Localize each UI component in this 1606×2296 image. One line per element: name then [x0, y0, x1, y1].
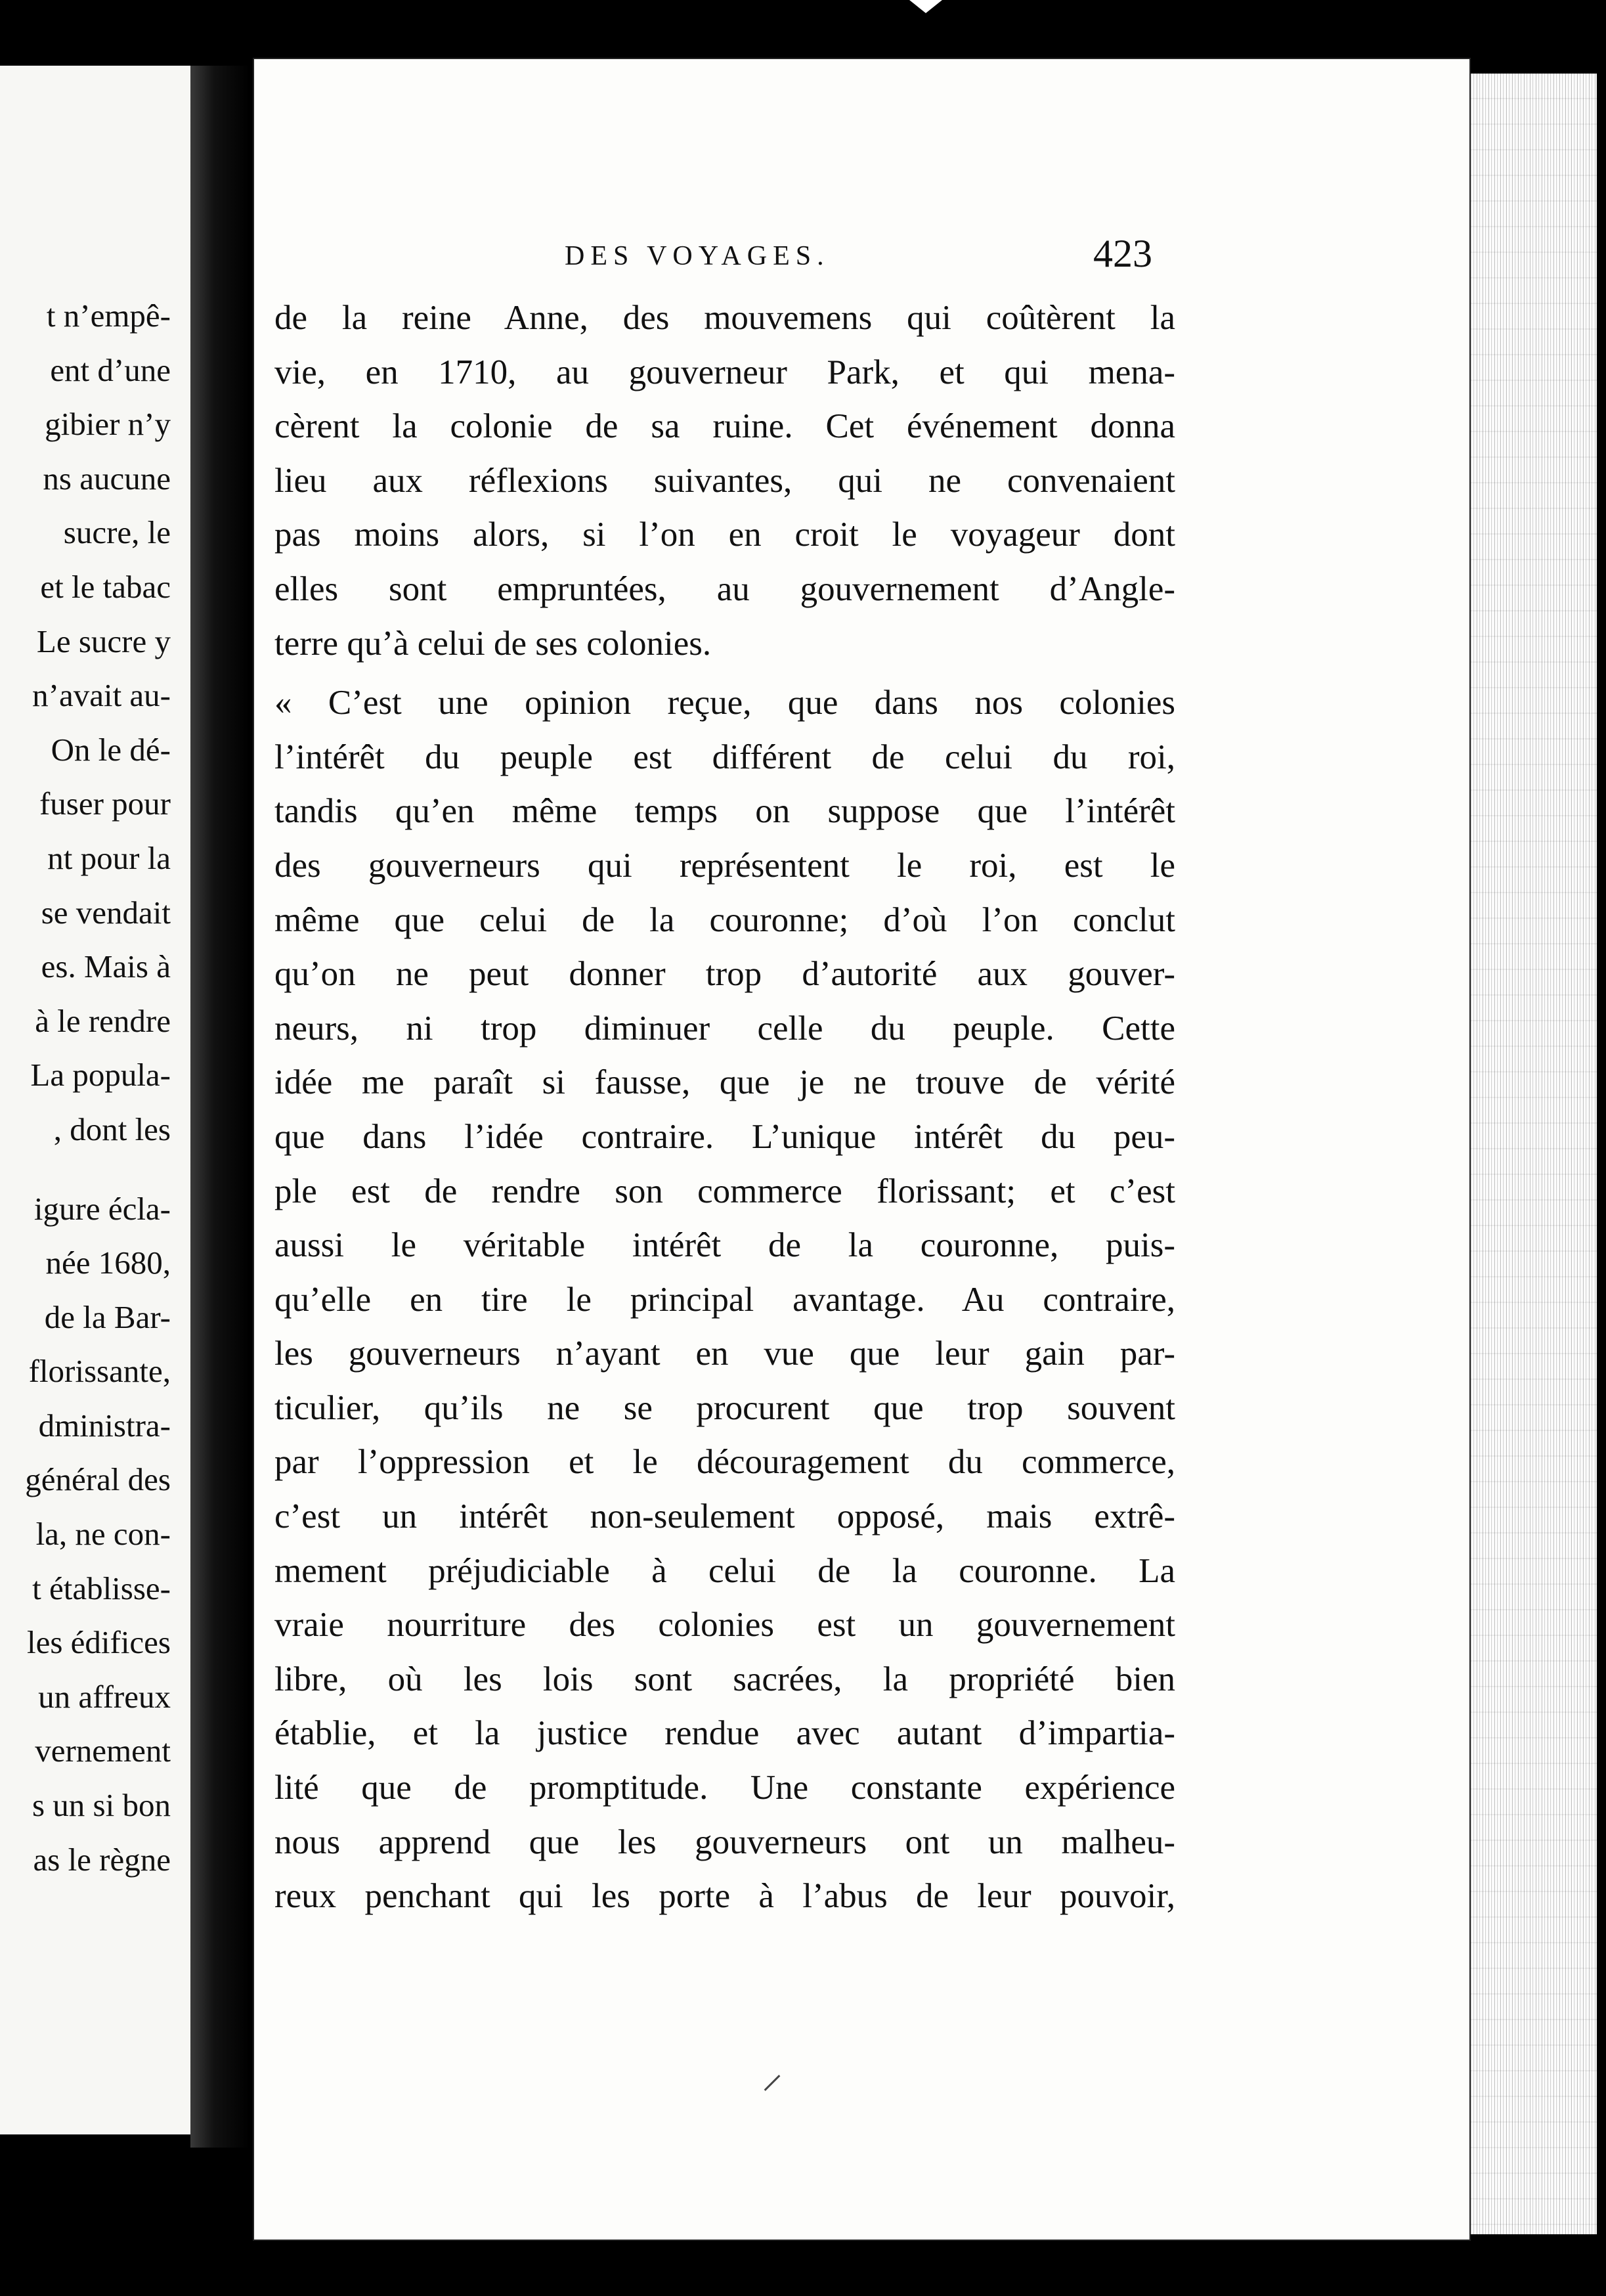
- text-line: de la reine Anne, des mouvemens qui coûtèrent la: [274, 299, 1175, 337]
- text-line: tandis qu’en même temps on suppose que l’intérêt: [274, 792, 1175, 831]
- text-line: c’est un intérêt non-seulement opposé, mais extrê-: [274, 1497, 1175, 1536]
- text-line: même que celui de la couronne; d’où l’on conclut: [274, 900, 1175, 939]
- text-line: que dans l’idée contraire. L’unique intérêt du peu-: [274, 1117, 1175, 1156]
- left-line: et le tabac: [40, 568, 171, 605]
- top-notch-mark: [909, 0, 942, 13]
- left-line: un affreux: [38, 1678, 171, 1715]
- text-line: lité que de promptitude. Une constante expérience: [274, 1769, 1175, 1807]
- left-line: vernement: [35, 1733, 171, 1769]
- book-gutter-shadow: [190, 66, 250, 2148]
- left-line: sucre, le: [63, 514, 171, 551]
- left-line: général des: [25, 1461, 171, 1498]
- left-page: [0, 66, 190, 2134]
- running-head: DES VOYAGES.: [565, 241, 830, 271]
- left-line: les édifices: [26, 1624, 171, 1661]
- left-line: florissante,: [28, 1353, 171, 1390]
- text-line: par l’oppression et le découragement du commerce,: [274, 1443, 1175, 1482]
- text-line: vraie nourriture des colonies est un gouvernement: [274, 1606, 1175, 1645]
- text-line: nous apprend que les gouverneurs ont un malheu-: [274, 1822, 1175, 1861]
- left-line: t n’empê-: [46, 298, 171, 334]
- text-line: libre, où les lois sont sacrées, la propriété bien: [274, 1660, 1175, 1698]
- text-line: les gouverneurs n’ayant en vue que leur gain par-: [274, 1335, 1175, 1373]
- body-text: [274, 291, 1175, 1924]
- text-line: « C’est une opinion reçue, que dans nos colonies: [274, 684, 1175, 722]
- page-edges-stack: [1465, 74, 1597, 2234]
- left-line: as le règne: [33, 1841, 171, 1878]
- text-line: reux penchant qui les porte à l’abus de leur pouvoir,: [274, 1877, 1175, 1916]
- left-line: n’avait au-: [32, 677, 171, 714]
- text-line: terre qu’à celui de ses colonies.: [274, 624, 712, 663]
- left-line: à le rendre: [35, 1002, 171, 1039]
- left-page-text: [0, 289, 171, 1887]
- text-line: pas moins alors, si l’on en croit le voyageur dont: [274, 516, 1175, 554]
- text-line: qu’elle en tire le principal avantage. Au contraire,: [274, 1280, 1175, 1319]
- left-line: La popula-: [30, 1057, 171, 1093]
- left-line: fuser pour: [39, 785, 171, 822]
- text-line: ple est de rendre son commerce florissant; et c’est: [274, 1172, 1175, 1210]
- text-line: établie, et la justice rendue avec autant d’impartia-: [274, 1714, 1175, 1753]
- text-line: neurs, ni trop diminuer celle du peuple. Cette: [274, 1009, 1175, 1048]
- left-line: gibier n’y: [45, 406, 171, 443]
- left-line: igure écla-: [33, 1190, 171, 1227]
- text-line: des gouverneurs qui représentent le roi, est le: [274, 846, 1175, 885]
- text-line: idée me paraît si fausse, que je ne trouve de vérité: [274, 1063, 1175, 1102]
- text-line: elles sont empruntées, au gouvernement d’Angle-: [274, 569, 1175, 608]
- text-line: ticulier, qu’ils ne se procurent que trop souvent: [274, 1388, 1175, 1427]
- left-line: es. Mais à: [41, 948, 171, 985]
- text-line: qu’on ne peut donner trop d’autorité aux gouver-: [274, 955, 1175, 994]
- left-line: Le sucre y: [36, 623, 171, 659]
- left-line: t établisse-: [32, 1570, 171, 1606]
- left-line: dministra-: [38, 1407, 171, 1444]
- text-line: vie, en 1710, au gouverneur Park, et qui mena-: [274, 353, 1175, 391]
- text-line: cèrent la colonie de sa ruine. Cet événement donna: [274, 407, 1175, 446]
- page-number: 423: [1093, 232, 1152, 275]
- left-line: se vendait: [41, 894, 171, 931]
- text-line: mement préjudiciable à celui de la couronne. La: [274, 1551, 1175, 1590]
- left-line: la, ne con-: [35, 1516, 171, 1553]
- text-line: lieu aux réflexions suivantes, qui ne convenaient: [274, 461, 1175, 500]
- text-line: l’intérêt du peuple est différent de celui du roi,: [274, 738, 1175, 776]
- left-line: ent d’une: [50, 351, 171, 388]
- left-line: née 1680,: [45, 1245, 171, 1281]
- left-line: , dont les: [53, 1111, 171, 1147]
- left-line: s un si bon: [32, 1787, 171, 1824]
- text-line: aussi le véritable intérêt de la couronne, puis-: [274, 1226, 1175, 1265]
- left-line: nt pour la: [47, 839, 171, 876]
- left-line: On le dé-: [51, 731, 171, 768]
- left-line: ns aucune: [43, 460, 171, 497]
- left-line: de la Bar-: [44, 1298, 171, 1335]
